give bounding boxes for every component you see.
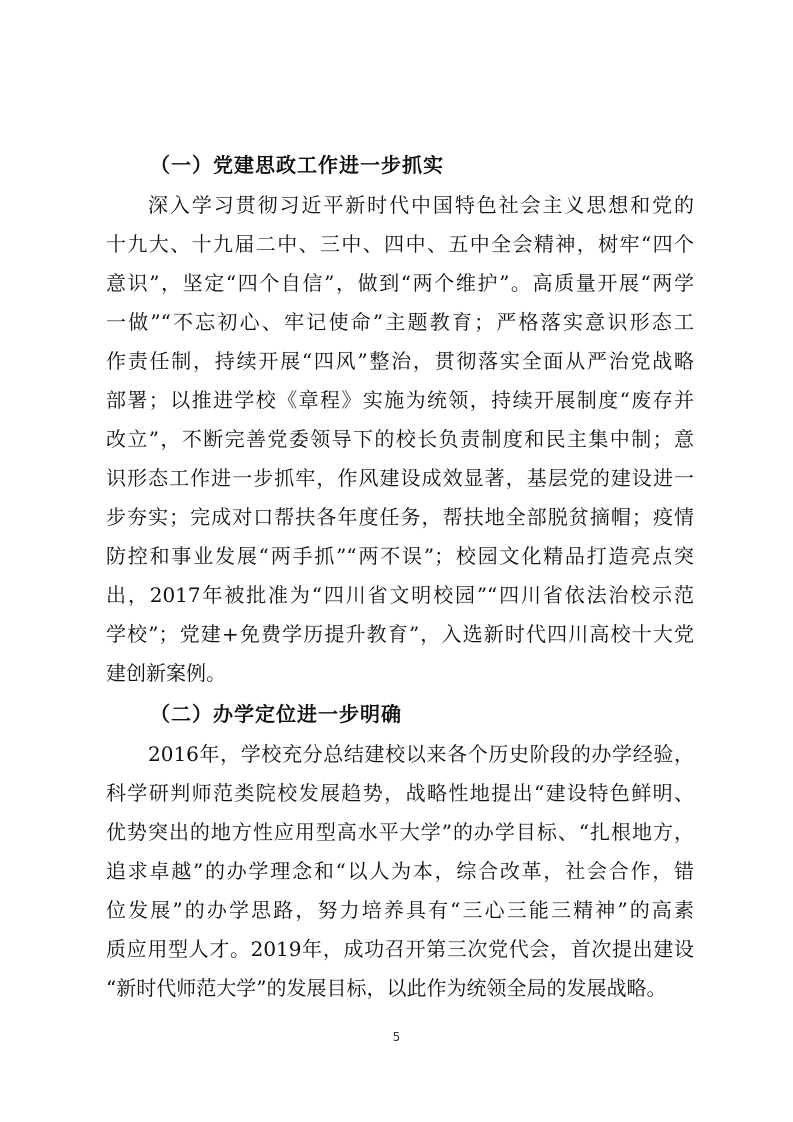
text-line: 十九大、十九届二中、三中、四中、五中全会精神，树牢“四个	[106, 232, 694, 256]
page-number: 5	[392, 1030, 401, 1044]
paragraph-school-positioning	[106, 735, 694, 1008]
text-line: 科学研判师范类院校发展趋势，战略性地提出“建设特色鲜明、	[106, 781, 694, 805]
paragraph-party-building	[106, 186, 694, 693]
text-line: 步夯实；完成对口帮扶各年度任务，帮扶地全部脱贫摘帽；疫情	[106, 505, 694, 529]
text-line: 质应用型人才。2019年，成功召开第三次党代会，首次提出建设	[106, 937, 694, 961]
text-line: 识形态工作进一步抓牢，作风建设成效显著，基层党的建设进一	[106, 466, 694, 490]
text-line: 一做”“不忘初心、牢记使命”主题教育；严格落实意识形态工	[106, 310, 694, 334]
text-line: 作责任制，持续开展“四风”整治，贯彻落实全面从严治党战略	[106, 349, 694, 373]
text-line: 深入学习贯彻习近平新时代中国特色社会主义思想和党的	[148, 193, 694, 217]
section-heading-school-positioning: （二）办学定位进一步明确	[150, 702, 402, 726]
text-line: 位发展”的办学思路，努力培养具有“三心三能三精神”的高素	[106, 898, 694, 922]
text-line: 优势突出的地方性应用型高水平大学”的办学目标、“扎根地方，	[106, 820, 694, 844]
text-line: 部署；以推进学校《章程》实施为统领，持续开展制度“废存并	[106, 388, 694, 412]
text-line: 学校”；党建+免费学历提升教育”，入选新时代四川高校十大党	[106, 622, 694, 646]
text-line: 改立”，不断完善党委领导下的校长负责制度和民主集中制；意	[106, 427, 694, 451]
text-line: 2016年，学校充分总结建校以来各个历史阶段的办学经验，	[148, 742, 694, 766]
text-line: 追求卓越”的办学理念和“以人为本，综合改革，社会合作，错	[106, 859, 694, 883]
text-line: 意识”，坚定“四个自信”，做到“两个维护”。高质量开展“两学	[106, 271, 694, 295]
text-line: 建创新案例。	[106, 661, 226, 685]
text-line: “新时代师范大学”的发展目标，以此作为统领全局的发展战略。	[106, 976, 667, 1000]
text-line: 出，2017年被批准为“四川省文明校园”“四川省依法治校示范	[106, 583, 694, 607]
text-line: 防控和事业发展“两手抓”“两不误”；校园文化精品打造亮点突	[106, 544, 694, 568]
section-heading-party-building: （一）党建思政工作进一步抓实	[150, 153, 444, 177]
document-page	[106, 144, 694, 1008]
